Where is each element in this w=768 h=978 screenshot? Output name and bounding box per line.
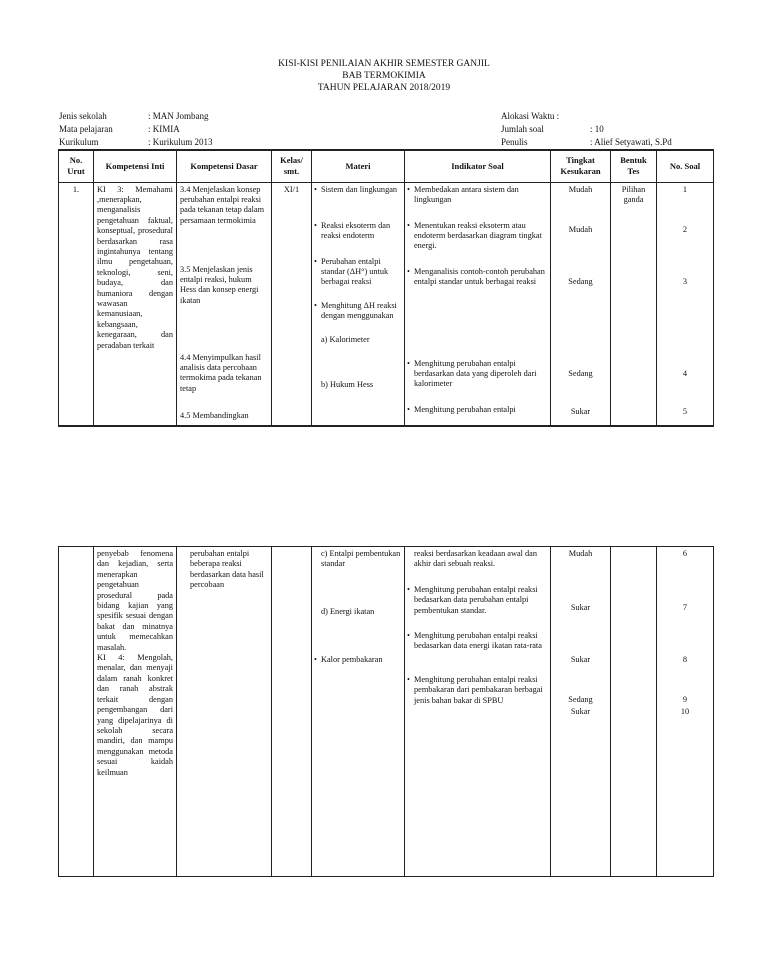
materi-subitem: c) Entalpi pembentukan standar (321, 549, 401, 569)
indikator-item: • Menghitung perubahan entalpi berdasarkan data yang diperoleh dari kalorimeter (407, 358, 537, 389)
table-row (59, 547, 714, 877)
indikator-item: • Menghitung perubahan entalpi reaksi bedasarkan data energi ikatan rata-rata (407, 631, 542, 651)
no-soal-item: 3 (682, 276, 688, 286)
tingkat-item: Sedang (568, 276, 593, 286)
bentuk-tes-cell (611, 547, 657, 877)
kd-item: 3.5 Menjelaskan jenis entalpi reaksi, hukum Hess dan konsep energi ikatan (180, 264, 259, 305)
column-header-no-soal: No. Soal (657, 150, 714, 182)
materi-cell (312, 547, 405, 877)
materi-item: • Sistem dan lingkungan (314, 184, 398, 194)
alokasi-waktu-label: Alokasi Waktu : (501, 111, 560, 121)
no-soal-item: 2 (682, 224, 688, 234)
materi-cell (312, 182, 405, 426)
materi-subitem: b) Hukum Hess (321, 379, 374, 389)
tingkat-item: Sukar (570, 655, 591, 664)
no-soal-cell (657, 547, 714, 877)
tingkat-item: Sedang (568, 695, 593, 704)
kisi-kisi-table-page1 (58, 149, 714, 427)
indikator-soal-cell (405, 547, 551, 877)
indikator-soal-cell (405, 182, 551, 426)
no-soal-item: 10 (680, 707, 690, 716)
document-subtitle-year: TAHUN PELAJARAN 2018/2019 (317, 83, 451, 93)
bentuk-tes-cell: Pilihan ganda (611, 182, 657, 426)
materi-subitem: a) Kalorimeter (321, 334, 370, 344)
tingkat-item: Mudah (568, 224, 593, 234)
no-soal-item: 7 (682, 603, 688, 612)
tingkat-item: Mudah (568, 549, 593, 558)
table-header-row (59, 150, 714, 182)
ki4-text: KI 4: Mengolah, menalar, dan menyaji dalam ranah konkret dan ranah abstrak terkait dengan pengembangan dari yang dipelajarinya di sekolah secara mandiri, dan mampu menggunakan metoda sesuai kaidah keilmuan (97, 653, 173, 777)
tingkat-item: Sukar (570, 406, 591, 416)
penulis-label: Penulis (501, 137, 528, 147)
kd-item: 4.4 Menyimpulkan hasil analisis data percobaan termokima pada tekanan tetap (180, 352, 262, 393)
materi-item: • Menghitung ΔH reaksi dengan menggunakan (314, 300, 397, 320)
indikator-item: • Membedakan antara sistem dan lingkungan (407, 184, 519, 204)
tingkat-item: Sukar (570, 603, 591, 612)
indikator-item: • Menghitung perubahan entalpi (407, 404, 516, 414)
document-subtitle-topic: BAB TERMOKIMIA (342, 71, 426, 81)
materi-item: • Reaksi eksoterm dan reaksi endoterm (314, 220, 391, 240)
mata-pelajaran-value: : KIMIA (148, 124, 180, 134)
column-header-indikator-soal: Indikator Soal (405, 150, 551, 182)
no-soal-item: 6 (682, 549, 688, 558)
table-row (59, 182, 714, 426)
indikator-item: • Menganalisis contoh-contoh perubahan entalpi standar untuk berbagai reaksi (407, 266, 545, 286)
materi-item: • Perubahan entalpi standar (ΔH°) untuk berbagai reaksi (314, 256, 389, 287)
jumlah-soal-value: : 10 (590, 124, 604, 134)
column-header-bentuk-tes: Bentuk Tes (611, 150, 657, 182)
penulis-value: : Alief Setyawati, S.Pd (590, 137, 672, 147)
tingkat-kesukaran-cell (551, 182, 611, 426)
jenis-sekolah-value: : MAN Jombang (148, 111, 209, 121)
indikator-item: • Menghitung perubahan entalpi reaksi pembakaran dari pembakaran berbagai jenis bahan bakar di SPBU (407, 675, 543, 705)
tingkat-item: Mudah (568, 184, 593, 194)
column-header-kompetensi-dasar: Kompetensi Dasar (177, 150, 272, 182)
kompetensi-inti-cell: KI 3: Memahami ,menerapkan, menganalisis pengetahuan faktual, konseptual, prosedural berdasarkan rasa ingintahunya tentang ilmu pengetahuan, teknologi, seni, budaya, dan humaniora dengan wawasan kemanusiaan, kebangsaan, kenegaraan, dan peradaban terkait (94, 182, 177, 426)
kd-item: 3.4 Menjelaskan konsep perubahan entalpi reaksi pada tekanan tetap dalam persamaan termokimia (180, 184, 265, 225)
no-soal-item: 9 (682, 695, 688, 704)
no-urut-cell: 1. (59, 182, 94, 426)
column-header-tingkat-kesukaran: Tingkat Kesukaran (551, 150, 611, 182)
no-soal-item: 5 (682, 406, 688, 416)
jumlah-soal-label: Jumlah soal (501, 124, 544, 134)
materi-subitem: d) Energi ikatan (321, 607, 375, 616)
no-soal-cell (657, 182, 714, 426)
document-title: KISI-KISI PENILAIAN AKHIR SEMESTER GANJIL (278, 59, 490, 69)
kelas-cell: XI/1 (272, 182, 312, 426)
kurikulum-label: Kurikulum (59, 137, 99, 147)
kompetensi-inti-cell (94, 547, 177, 877)
indikator-item: • Menghitung perubahan entalpi reaksi bedasarkan data perubahan entalpi pembentukan standar. (407, 585, 538, 615)
column-header-kompetensi-inti: Kompetensi Inti (94, 150, 177, 182)
indikator-continued: reaksi berdasarkan keadaan awal dan akhir dari sebuah reaksi. (414, 549, 538, 569)
no-urut-cell (59, 547, 94, 877)
kd-item: 4.5 Membandingkan (180, 410, 249, 420)
tingkat-kesukaran-cell (551, 547, 611, 877)
kompetensi-dasar-cell (177, 547, 272, 877)
no-soal-item: 1 (682, 184, 688, 194)
no-soal-item: 8 (682, 655, 688, 664)
tingkat-item: Sukar (570, 707, 591, 716)
tingkat-item: Sedang (568, 368, 593, 378)
indikator-item: • Menentukan reaksi eksoterm atau endoterm berdasarkan diagram tingkat energi. (407, 220, 542, 251)
ki3-continued: penyebab fenomena dan kejadian, serta menerapkan pengetahuan prosedural pada bidang kajian yang spesifik sesuai dengan bakat dan minatnya untuk memecahkan masalah. (97, 549, 173, 652)
no-soal-item: 4 (682, 368, 688, 378)
kisi-kisi-table-page2 (58, 546, 714, 877)
column-header-no-urut: No. Urut (59, 150, 94, 182)
column-header-materi: Materi (312, 150, 405, 182)
kd-continued: perubahan entalpi beberapa reaksi berdasarkan data hasil percobaan (190, 549, 264, 590)
column-header-kelas: Kelas/ smt. (272, 150, 312, 182)
materi-item: • Kalor pembakaran (314, 655, 383, 664)
kompetensi-dasar-cell (177, 182, 272, 426)
mata-pelajaran-label: Mata pelajaran (59, 124, 113, 134)
kurikulum-value: : Kurikulum 2013 (148, 137, 213, 147)
jenis-sekolah-label: Jenis sekolah (59, 111, 107, 121)
kelas-cell (272, 547, 312, 877)
